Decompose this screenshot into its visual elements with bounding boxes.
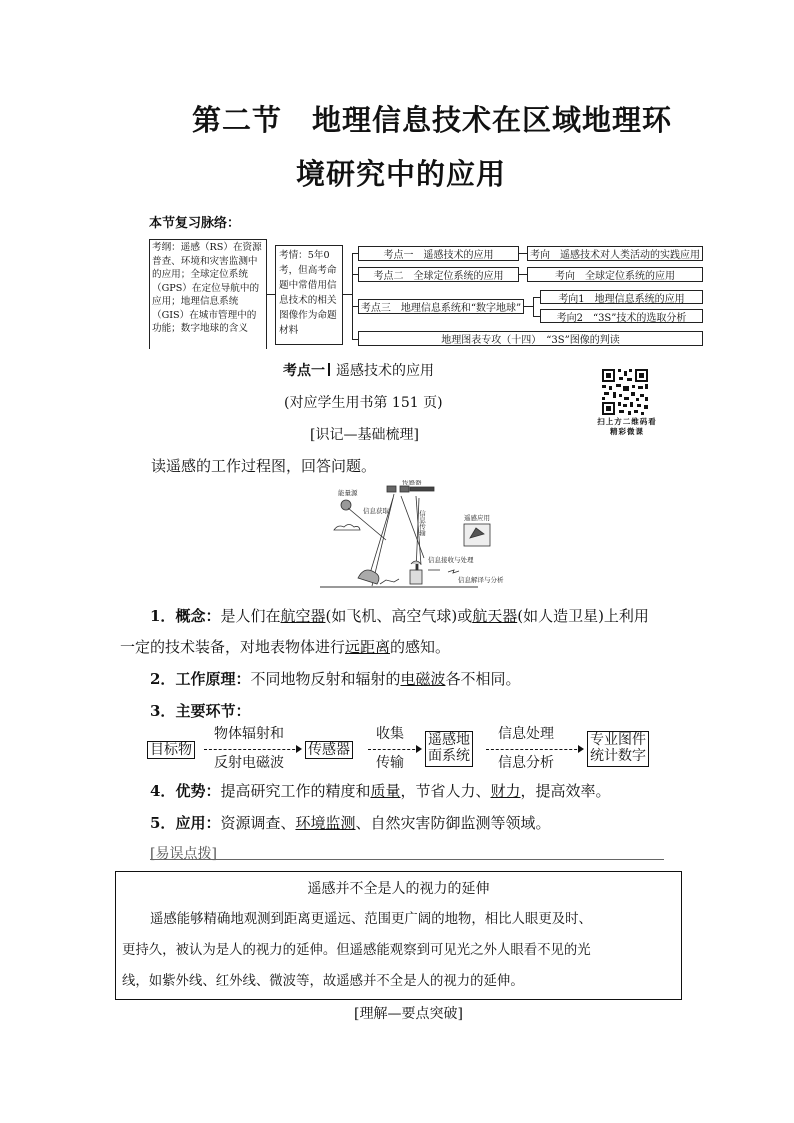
flow-arrow3-top: 信息处理 bbox=[498, 726, 554, 742]
flow-output: 专业图件 统计数字 bbox=[587, 731, 649, 767]
note-title: 遥感并不全是人的视力的延伸 bbox=[307, 881, 490, 897]
item-principle: 2．工作原理：不同地物反射和辐射的电磁波各不相同。 bbox=[150, 670, 521, 688]
topic-number: 考点一 bbox=[283, 363, 325, 379]
label-energy: 能量源 bbox=[338, 489, 358, 497]
process-illustration bbox=[318, 480, 508, 594]
item-application: 5．应用：资源调查、环境监测、自然灾害防御监测等领域。 bbox=[150, 814, 551, 832]
note-box bbox=[115, 871, 682, 1000]
direction-three-box: 考向1 地理信息系统的应用 bbox=[540, 290, 703, 304]
flow-arrow1-bottom: 反射电磁波 bbox=[214, 755, 284, 771]
label-receive: 信息接收与处理 bbox=[428, 556, 474, 564]
remote-sensing-process-diagram bbox=[318, 480, 508, 594]
direction-two-box: 考向 全球定位系统的应用 bbox=[527, 267, 703, 282]
direction-four-box: 考向2 “3S”技术的选取分析 bbox=[540, 309, 703, 323]
flow-arrow3-bottom: 信息分析 bbox=[498, 755, 554, 771]
answer-finance: 财力 bbox=[490, 782, 521, 800]
page-title-line2: 境研究中的应用 bbox=[296, 157, 507, 191]
item-steps: 3．主要环节： bbox=[150, 702, 251, 720]
direction-one-box: 考向 遥感技术对人类活动的实践应用 bbox=[527, 246, 703, 261]
item-concept: 1．概念：是人们在航空器(如飞机、高空气球)或航天器(如人造卫星)上利用 bbox=[150, 607, 649, 625]
label-acquire: 信息获取 bbox=[363, 507, 389, 515]
flow-ground-system: 遥感地 面系统 bbox=[425, 731, 473, 767]
section-tag-understand: [理解—要点突破] bbox=[354, 1006, 463, 1022]
note-line2: 更持久，被认为是人的视力的延伸。但遥感能观察到可见光之外人眼看不见的光 bbox=[122, 943, 591, 958]
section-tag-recall: [识记—基础梳理] bbox=[310, 427, 419, 443]
flow-sensor: 传感器 bbox=[305, 741, 353, 759]
answer-long-distance: 远距离 bbox=[345, 638, 391, 656]
label-analyze: 信息解译与分析 bbox=[458, 576, 504, 584]
note-line3: 线，如紫外线、红外线、微波等，故遥感并不全是人的视力的延伸。 bbox=[122, 974, 524, 989]
flow-arrow2-bottom: 传输 bbox=[376, 755, 404, 771]
textbook-reference: (对应学生用书第 151 页) bbox=[284, 395, 443, 411]
item-concept-cont: 一定的技术装备，对地表物体进行远距离的感知。 bbox=[120, 638, 451, 656]
answer-em-wave: 电磁波 bbox=[400, 670, 446, 688]
label-transmit: 信息传输 bbox=[418, 510, 426, 536]
flow-arrow1-top: 物体辐射和 bbox=[214, 726, 284, 742]
outline-box: 考纲：遥感（RS）在资源普查、环境和灾害监测中的应用；全球定位系统（GPS）在定位导航中的应用；地理信息系统（GIS）在城市管理中的功能；数字地球的含义 bbox=[149, 239, 267, 349]
special-topic-box: 地理图表专攻（十四） “3S”图像的判读 bbox=[358, 331, 703, 346]
answer-spacecraft: 航天器 bbox=[472, 607, 518, 625]
note-line1: 遥感能够精确地观测到距离更遥远、范围更广阔的地物，相比人眼更及时、 bbox=[150, 912, 592, 927]
exam-situation-box: 考情：5年0考，但高考命题中常借用信息技术的相关图像作为命题材料 bbox=[275, 245, 343, 345]
answer-quality: 质量 bbox=[370, 782, 401, 800]
page-title-line1: 第二节 地理信息技术在区域地理环 bbox=[192, 103, 673, 137]
item-advantage: 4．优势：提高研究工作的精度和质量，节省人力、财力，提高效率。 bbox=[150, 782, 611, 800]
mistake-rule bbox=[150, 859, 664, 860]
point-three-box: 考点三 地理信息系统和“数字地球” bbox=[358, 299, 524, 314]
topic-name: 遥感技术的应用 bbox=[336, 363, 434, 379]
point-one-box: 考点一 遥感技术的应用 bbox=[358, 246, 519, 261]
qr-caption: 扫上方二维码看精彩微课 bbox=[597, 417, 657, 436]
label-application: 遥感应用 bbox=[464, 514, 490, 522]
label-sensor: 传感器 bbox=[402, 480, 422, 486]
point-two-box: 考点二 全球定位系统的应用 bbox=[358, 267, 519, 282]
mistake-tag: [易误点拨] bbox=[150, 846, 217, 862]
topic-heading bbox=[283, 360, 434, 380]
flow-arrow2-top: 收集 bbox=[376, 726, 404, 742]
answer-aircraft: 航空器 bbox=[280, 607, 326, 625]
qr-code[interactable] bbox=[600, 367, 650, 417]
flow-target: 目标物 bbox=[147, 741, 195, 759]
answer-env-monitor: 环境监测 bbox=[295, 814, 356, 832]
review-label: 本节复习脉络： bbox=[149, 216, 241, 231]
intro-text: 读遥感的工作过程图，回答问题。 bbox=[151, 457, 377, 475]
